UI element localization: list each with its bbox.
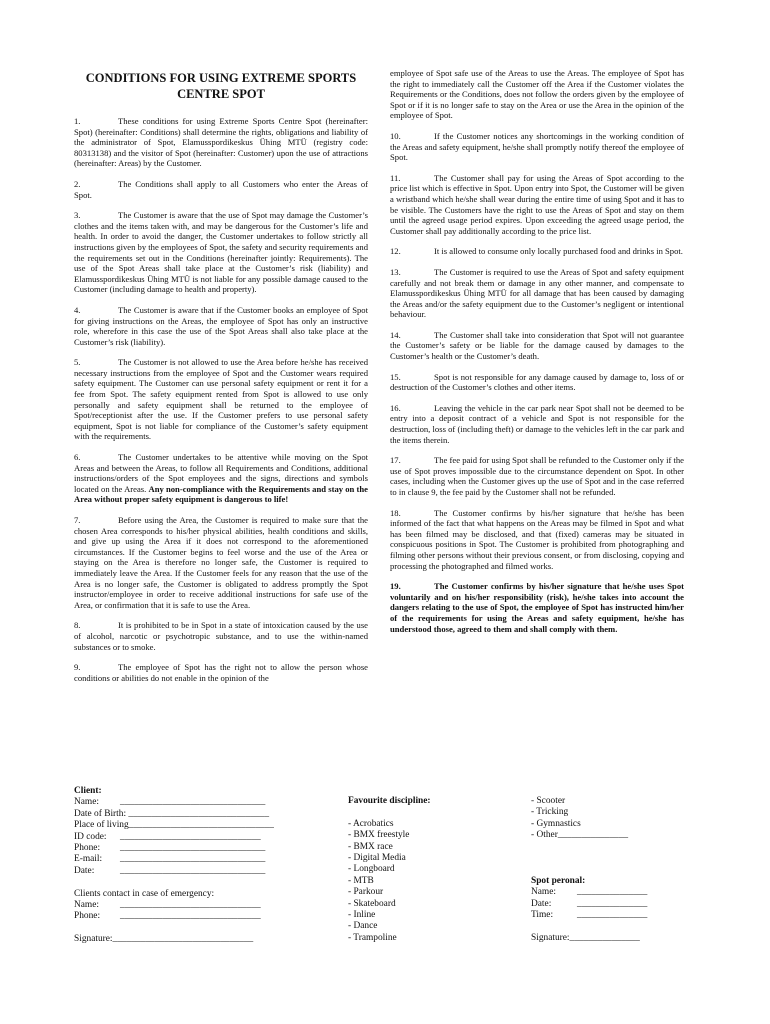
clause-text: The Customer is required to use the Areas of Spot and safety equipment carefully and not break them or damage in any other manner, and compensate to Elamusspordikeskus Ühing MTÜ for all damage that has been caused by damaging the Areas and/or the safety equipment due to the Customer’s negligent or intentional behaviour. [390, 266, 684, 320]
clause-3 [74, 210, 368, 295]
clause-11 [390, 173, 684, 237]
spot-name-row [531, 887, 701, 898]
spot-time-row [531, 910, 701, 921]
spot-personal-section [531, 796, 701, 944]
right-column [390, 68, 684, 644]
discipline-item[interactable]: - Trampoline [348, 932, 397, 943]
clause-number: 3. [74, 210, 81, 221]
clause-number: 8. [74, 620, 81, 631]
discipline-item[interactable]: - BMX freestyle [348, 830, 410, 841]
clause-number: 1. [74, 116, 81, 126]
clause-15 [390, 372, 684, 393]
clause-19 [390, 581, 684, 634]
clause-text: The Customer undertakes to be attentive while moving on the Spot Areas and between the Areas, to follow all Requirements and Conditions, additional instructions/orders of the Spot employees and the signs, directions and symbols located on the Areas. [74, 452, 368, 494]
clause-text: The Customer is aware that the use of Spot may damage the Customer’s clothes and the items taken with, and may be dangerous for the Customer’s life and health. In order to avoid the danger, the Customer undertakes to follow strictly all instructions given by the employees of Spot, the safety and security requirements and the requirements set out in the Conditions (hereinafter jointly: Requirements). The use of the Spot Areas shall take place at the Customer’s risk (liability) and Elamusspordikeskus Ühing MTÜ is not liable for any possible damage caused to the Customer (including damage to health and property). [74, 210, 368, 295]
clause-number: 18. [390, 507, 401, 518]
spacer [531, 842, 701, 865]
discipline-item[interactable]: - Scooter [531, 796, 566, 806]
clause-8 [74, 620, 368, 652]
clause-number: 7. [74, 515, 81, 525]
clause-4 [74, 305, 368, 347]
clause-12 [390, 246, 684, 257]
spacer [74, 923, 324, 934]
clause-number: 13. [390, 266, 401, 277]
email-field[interactable]: _______________________________ [120, 854, 266, 865]
clause-text: The Customer shall take into consideration that Spot will not guarantee the Customer’s safety or be liable for the damage caused by damages to the Customer’s health or the Customer’s death. [390, 329, 684, 362]
clause-16 [390, 403, 684, 445]
id-code-label: ID code: [74, 831, 107, 842]
spot-date-label: Date: [531, 898, 552, 909]
dob-field[interactable]: Date of Birth: ______________________________ [74, 808, 270, 819]
spot-time-field[interactable]: _______________ [577, 910, 648, 921]
spot-personal-heading: Spot peronal: [531, 875, 586, 886]
clause-text: The fee paid for using Spot shall be refunded to the Customer only if the use of Spot proves impossible due to the circumstance dependent on Spot. In other cases, including when the Customer gives up the use of Spot and in the case referred to in clause 9, the fee paid by the Customer shall not be refunded. [390, 455, 684, 497]
discipline-item[interactable]: - Gymnastics [531, 818, 581, 829]
clause-number: 17. [390, 455, 401, 466]
place-of-living-field[interactable]: Place of living_______________________________ [74, 820, 274, 831]
date-label: Date: [74, 865, 95, 876]
spacer [531, 864, 701, 875]
clause-text: If the Customer notices any shortcomings in the working condition of the Areas and safety equipment, he/she shall promptly notify thereof the employee of Spot. [390, 130, 684, 163]
clause-number: 9. [74, 662, 81, 673]
emergency-name-label: Name: [74, 900, 99, 911]
spot-signature-field[interactable]: Signature:_______________ [531, 932, 640, 943]
phone-row [74, 843, 324, 854]
client-name-row [74, 797, 324, 808]
discipline-item[interactable]: - BMX race [348, 841, 393, 852]
email-label: E-mail: [74, 854, 103, 865]
clause-text: It is prohibited to be in Spot in a state of intoxication caused by the use of alcohol, narcotic or psychotropic substance, and to use the within-named substances or to smoke. [74, 620, 368, 652]
clause-14 [390, 330, 684, 362]
clause-text: The Customer is not allowed to use the Area before he/she has received necessary instructions from the employee of Spot and the Customer wears required safety equipment. The Customer can use personal safety equipment or rent it for a fee from Spot. The safety equipment rented from Spot is allowed to use only personally and safety equipment shall be returned to the employee of Spot/receptionist after the use. If the Customer prefers to use personal safety equipment, Spot is not liable for compliance of the Customer’s safety equipment with the requirements. [74, 357, 368, 442]
discipline-item[interactable]: - MTB [348, 875, 374, 886]
left-column [74, 70, 368, 693]
document-title: CONDITIONS FOR USING EXTREME SPORTS CENTRE SPOT [85, 71, 357, 101]
clause-number: 10. [390, 130, 401, 141]
clause-1 [74, 116, 368, 169]
clause-6 [74, 452, 368, 505]
id-code-field[interactable]: ______________________________ [120, 831, 261, 842]
clause-2 [74, 179, 368, 200]
emergency-name-field[interactable]: ______________________________ [120, 900, 261, 911]
clause-text: These conditions for using Extreme Sports Centre Spot (hereinafter: Spot) (hereinafter: Conditions) shall determine the rights, obligations and liability of the administrator of Spot, Elamusspordikeskus Ühing MTÜ (registry code: 80313138) and the visitor of Spot (hereinafter: Customer) upon the use of attractions (hereinafter: Areas) by the Customer. [74, 116, 368, 169]
discipline-item[interactable]: - Acrobatics [348, 818, 394, 829]
discipline-item[interactable]: - Dance [348, 921, 378, 932]
clause-number: 12. [390, 246, 401, 257]
discipline-item[interactable]: - Digital Media [348, 853, 406, 864]
spot-name-field[interactable]: _______________ [577, 887, 648, 898]
clause-number: 5. [74, 357, 81, 368]
discipline-item[interactable]: - Parkour [348, 887, 384, 898]
clause-number: 6. [74, 452, 81, 463]
discipline-item[interactable]: - Inline [348, 910, 376, 921]
client-form [74, 786, 324, 946]
spot-name-label: Name: [531, 887, 556, 898]
clause-number: 2. [74, 178, 81, 189]
clause-7 [74, 515, 368, 610]
email-row [74, 854, 324, 865]
clause-text: It is allowed to consume only locally purchased food and drinks in Spot. [434, 246, 683, 257]
emergency-phone-label: Phone: [74, 911, 101, 922]
clause-text: Spot is not responsible for any damage caused by damage to, loss of or destruction of the Customer’s clothes and other items. [390, 371, 684, 393]
spacer [531, 921, 701, 932]
emergency-heading: Clients contact in case of emergency: [74, 888, 215, 899]
discipline-item[interactable]: - Tricking [531, 807, 569, 818]
client-signature-field[interactable]: Signature:______________________________ [74, 934, 254, 945]
clause-number: 19. [390, 581, 401, 592]
clause-9-continued: employee of Spot safe use of the Areas to use the Areas. The employee of Spot has the right to immediately call the Customer off the Area if the Customer violates the Requirements or the Conditions, does not follow the orders given by the employee of Spot or if it is no longer safe to stay on the Area or use the Area in the opinion of the employee of Spot. [390, 68, 684, 121]
clause-number: 4. [74, 304, 81, 315]
emergency-name-row [74, 900, 324, 911]
phone-field[interactable]: _______________________________ [120, 843, 266, 854]
spot-date-row [531, 899, 701, 910]
client-heading: Client: [74, 786, 102, 796]
clause-warning: Any non-compliance with the Requirements and stay on the Area without proper safety equipment is dangerous to life! [74, 483, 368, 505]
clause-number: 15. [390, 371, 401, 382]
id-code-row [74, 832, 324, 843]
favourite-heading: Favourite discipline: [348, 796, 431, 806]
clause-text: Leaving the vehicle in the car park near Spot shall not be deemed to be entry into a deposit contract of a vehicle and Spot is not responsible for the destruction, loss of (including theft) or damage to the vehicles left in the car park and the items therein. [390, 402, 684, 445]
name-field[interactable]: _______________________________ [120, 797, 266, 808]
discipline-other-field[interactable]: - Other_______________ [531, 830, 629, 841]
clause-text: The Customer confirms by his/her signature that he/she uses Spot voluntarily and on his/her responsibility (risk), he/she takes into account the dangers relating to the use of Spot, the employee of Spot has instructed him/her of the requirements for using the Areas and safety equipment, he/she has understood those, agreed to them and shall comply with them. [390, 581, 684, 634]
date-field[interactable]: _______________________________ [120, 865, 266, 876]
clause-text: The Conditions shall apply to all Customers who enter the Areas of Spot. [74, 178, 368, 200]
clause-18 [390, 508, 684, 572]
date-row [74, 866, 324, 877]
spacer [348, 807, 488, 818]
clause-text: The Customer is aware that if the Customer books an employee of Spot for giving instructions on the Areas, the employee of Spot has only an instructive role, wherefore in this case the use of the Spot Areas shall also take place at the Customer’s risk (liability). [74, 304, 368, 347]
clause-text: The Customer confirms by his/her signature that he/she has been informed of the fact that what happens on the Areas may be filmed in Spot and what has been filmed may be disclosed, and that (fixed) cameras may be situated in conspicuous positions in Spot. The Customer is prohibited from photographing and filming other persons without their previous consent, or from disclosing, copying and processing the photographed and filmed works. [390, 507, 684, 571]
clause-13 [390, 267, 684, 320]
clause-10 [390, 131, 684, 163]
clause-number: 14. [390, 329, 401, 340]
discipline-item[interactable]: - Skateboard [348, 898, 396, 909]
phone-label: Phone: [74, 843, 101, 854]
spot-time-label: Time: [531, 910, 554, 921]
clause-5 [74, 357, 368, 442]
name-label: Name: [74, 797, 99, 808]
spot-date-field[interactable]: _______________ [577, 898, 648, 909]
clause-17 [390, 455, 684, 497]
favourite-discipline-list [348, 796, 488, 944]
clause-number: 16. [390, 402, 401, 413]
discipline-item[interactable]: - Longboard [348, 864, 395, 875]
clause-text: Before using the Area, the Customer is required to make sure that the chosen Area corresponds to his/her physical abilities, health conditions and skills, and give up using the Area if it does not correspond to the aforementioned circumstances. If the Customer begins to feel worse and the use of the Area or staying on the Area is therefore no longer safe, the Customer is required to immediately leave the Area. If the Customer feels for any reason that the use of the Area is no longer safe, the Customer is obligated to address promptly the Spot instructor/employee in order to receive additional instructions for safe use of the Area, or confirmation that it is safe to use the Area. [74, 515, 368, 610]
spacer [74, 877, 324, 888]
clause-text: The employee of Spot has the right not to allow the person whose conditions or abilities do not enable in the opinion of the [74, 662, 368, 683]
clause-text: The Customer shall pay for using the Areas of Spot according to the price list which is effective in Spot. Upon entry into Spot, the Customer will be given a wristband which he/she shall wear during the entire time of using Spot and it has to be visible. The Customers have the right to use the Areas of Spot and stay on them until the agreed usage period expires. Upon exceeding the agreed usage period, the Customer shall pay additionally according to the price list. [390, 172, 684, 236]
emergency-phone-row [74, 911, 324, 922]
clause-number: 11. [390, 172, 401, 183]
clause-9 [74, 662, 368, 683]
emergency-phone-field[interactable]: ______________________________ [120, 911, 261, 922]
